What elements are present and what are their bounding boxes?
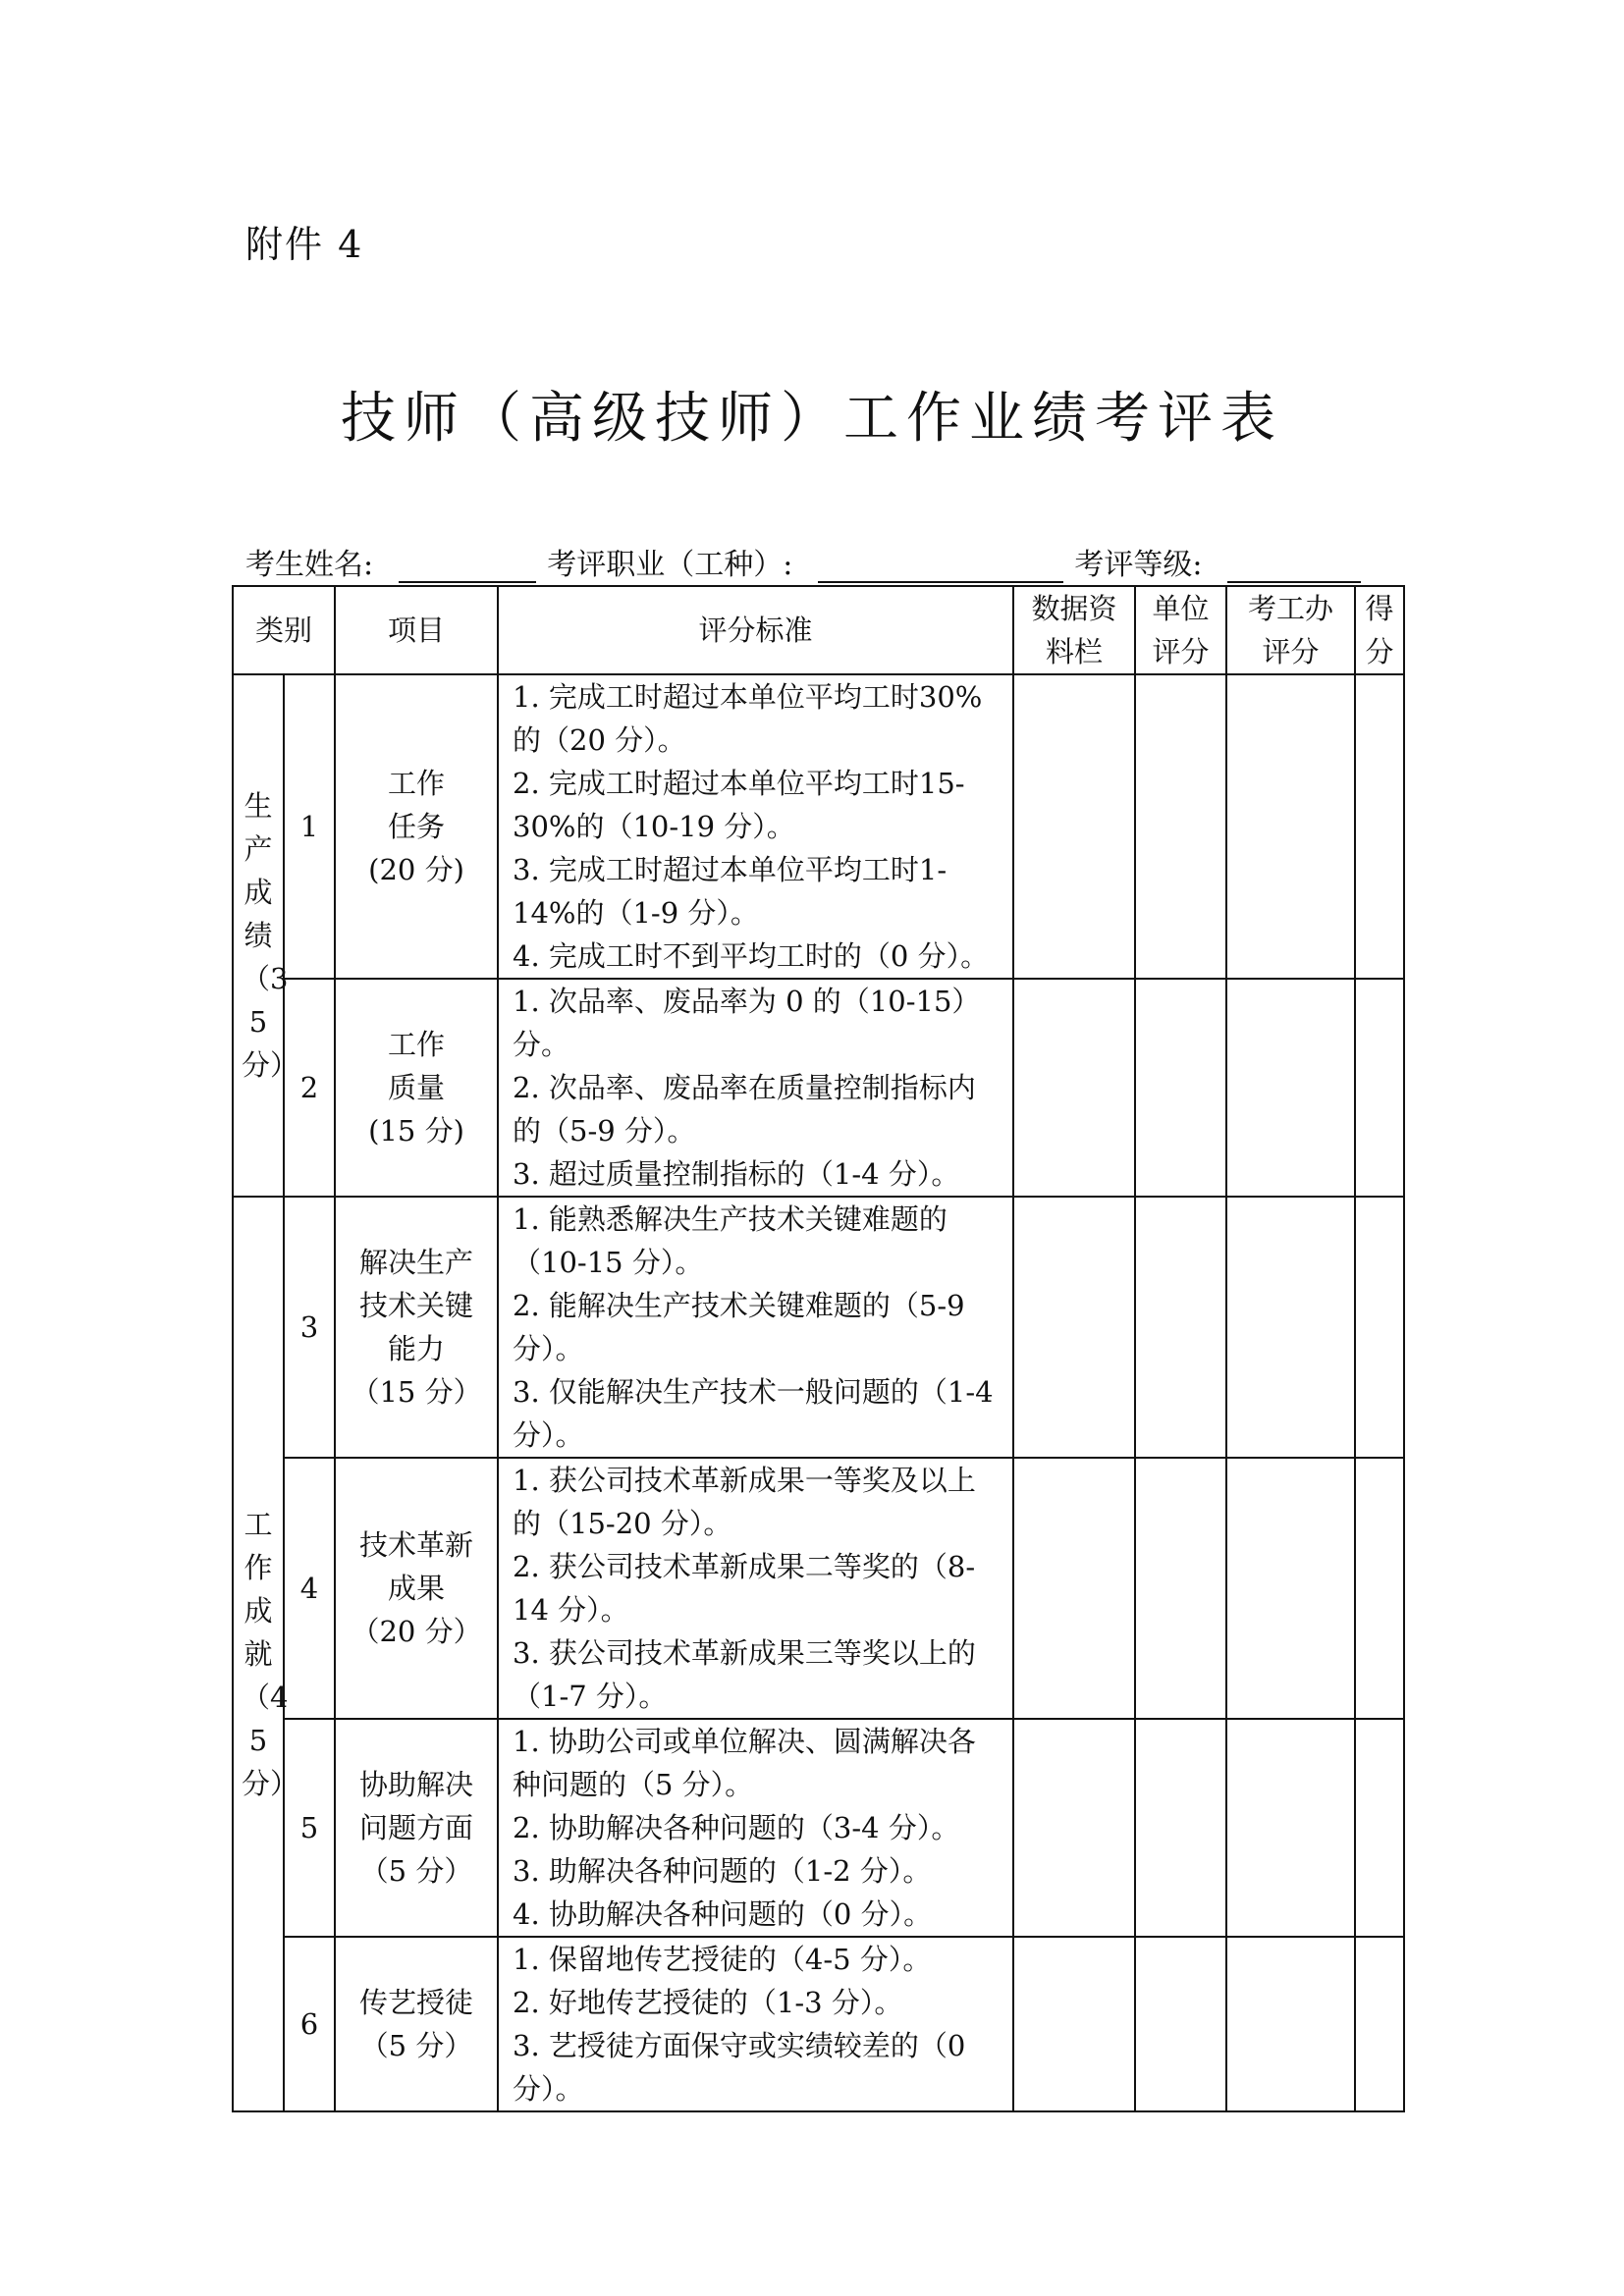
total-score-cell[interactable] <box>1355 674 1404 979</box>
row-item <box>335 674 498 979</box>
criteria-line: 1. 能熟悉解决生产技术关键难题的（10-15 分）。 <box>513 1202 947 1279</box>
item-line: （5 分） <box>359 2029 473 2062</box>
unit-score-cell[interactable] <box>1135 1937 1226 2111</box>
office-score-cell[interactable] <box>1226 1458 1355 1719</box>
header-data-column <box>1013 586 1135 674</box>
category-production <box>233 674 299 1197</box>
candidate-info-line <box>245 540 1394 585</box>
item-line: 技术关键 <box>359 1289 474 1322</box>
total-score-cell[interactable] <box>1355 1719 1404 1937</box>
row-criteria <box>498 1458 1013 1719</box>
criteria-line: 1. 保留地传艺授徒的（4-5 分）。 <box>513 1943 932 1976</box>
header-office-score <box>1226 586 1355 674</box>
table-row <box>233 1197 1404 1458</box>
header-unit-score-text: 单位评分 <box>1152 592 1210 668</box>
category-achievement <box>233 1197 299 2111</box>
office-score-cell[interactable] <box>1226 979 1355 1197</box>
header-unit-score <box>1135 586 1226 674</box>
category-achievement-text: 工作成就（45分） <box>242 1508 299 1800</box>
name-label: 考生姓名: <box>245 548 374 582</box>
category-production-text: 生产成绩（35分） <box>242 789 299 1082</box>
criteria-line: 3. 助解决各种问题的（1-2 分）。 <box>513 1854 932 1888</box>
attachment-label: 附件 4 <box>245 223 364 266</box>
item-line: 成果 <box>388 1572 446 1605</box>
criteria-line: 1. 完成工时超过本单位平均工时30%的（20 分）。 <box>513 680 983 757</box>
item-line: (20 分) <box>368 853 464 886</box>
criteria-line: 1. 获公司技术革新成果一等奖及以上的（15-20 分）。 <box>513 1464 976 1540</box>
criteria-line: 3. 完成工时超过本单位平均工时1-14%的（1-9 分）。 <box>513 853 947 930</box>
item-line: （5 分） <box>359 1854 473 1888</box>
header-office-score-text: 考工办评分 <box>1248 592 1334 668</box>
row-number: 4 <box>284 1458 335 1719</box>
data-cell[interactable] <box>1013 674 1135 979</box>
criteria-line: 3. 超过质量控制指标的（1-4 分）。 <box>513 1157 960 1191</box>
item-line: 工作 <box>388 767 446 800</box>
table-row <box>233 1458 1404 1719</box>
criteria-line: 2. 好地传艺授徒的（1-3 分）。 <box>513 1986 903 2019</box>
evaluation-table <box>232 585 1405 2112</box>
unit-score-cell[interactable] <box>1135 1197 1226 1458</box>
item-line: (15 分) <box>368 1114 464 1148</box>
criteria-line: 4. 完成工时不到平均工时的（0 分）。 <box>513 939 990 973</box>
data-cell[interactable] <box>1013 1458 1135 1719</box>
row-item <box>335 1458 498 1719</box>
unit-score-cell[interactable] <box>1135 674 1226 979</box>
row-criteria <box>498 1937 1013 2111</box>
total-score-cell[interactable] <box>1355 1458 1404 1719</box>
level-label: 考评等级: <box>1074 548 1203 582</box>
header-total-text: 得分 <box>1365 592 1394 668</box>
data-cell[interactable] <box>1013 979 1135 1197</box>
row-criteria <box>498 979 1013 1197</box>
row-item <box>335 1937 498 2111</box>
item-line: 工作 <box>388 1028 446 1061</box>
item-line: 传艺授徒 <box>359 1986 474 2019</box>
row-number: 6 <box>284 1937 335 2111</box>
occupation-field[interactable] <box>818 548 1063 583</box>
header-data-column-text: 数据资料栏 <box>1031 592 1117 668</box>
criteria-line: 2. 能解决生产技术关键难题的（5-9 分）。 <box>513 1289 965 1365</box>
data-cell[interactable] <box>1013 1719 1135 1937</box>
item-line: 技术革新 <box>359 1528 474 1562</box>
row-number: 2 <box>284 979 335 1197</box>
unit-score-cell[interactable] <box>1135 1458 1226 1719</box>
name-field[interactable] <box>399 548 536 583</box>
criteria-line: 3. 获公司技术革新成果三等奖以上的（1-7 分）。 <box>513 1636 976 1713</box>
office-score-cell[interactable] <box>1226 1719 1355 1937</box>
row-number: 5 <box>284 1719 335 1937</box>
header-row <box>233 586 1404 674</box>
level-field[interactable] <box>1227 548 1361 583</box>
criteria-line: 2. 次品率、废品率在质量控制指标内的（5-9 分）。 <box>513 1071 976 1148</box>
item-line: 能力 <box>388 1332 446 1365</box>
criteria-line: 2. 协助解决各种问题的（3-4 分）。 <box>513 1811 960 1844</box>
criteria-line: 2. 完成工时超过本单位平均工时15-30%的（10-19 分）。 <box>513 767 965 843</box>
table-row <box>233 979 1404 1197</box>
office-score-cell[interactable] <box>1226 674 1355 979</box>
page-title: 技师（高级技师）工作业绩考评表 <box>341 387 1283 451</box>
item-line: （15 分） <box>351 1375 482 1409</box>
table-row <box>233 1719 1404 1937</box>
item-line: 任务 <box>388 810 446 843</box>
criteria-line: 1. 次品率、废品率为 0 的（10-15）分。 <box>513 985 981 1061</box>
office-score-cell[interactable] <box>1226 1937 1355 2111</box>
row-criteria <box>498 1719 1013 1937</box>
criteria-line: 4. 协助解决各种问题的（0 分）。 <box>513 1897 933 1931</box>
table-row <box>233 1937 1404 2111</box>
row-item <box>335 1197 498 1458</box>
data-cell[interactable] <box>1013 1197 1135 1458</box>
item-line: 质量 <box>388 1071 446 1104</box>
criteria-line: 3. 仅能解决生产技术一般问题的（1-4 分）。 <box>513 1375 994 1452</box>
row-item <box>335 979 498 1197</box>
total-score-cell[interactable] <box>1355 1197 1404 1458</box>
office-score-cell[interactable] <box>1226 1197 1355 1458</box>
item-line: 问题方面 <box>359 1811 474 1844</box>
header-criteria: 评分标准 <box>498 586 1013 674</box>
unit-score-cell[interactable] <box>1135 979 1226 1197</box>
item-line: 解决生产 <box>359 1246 474 1279</box>
header-item: 项目 <box>335 586 498 674</box>
row-number: 3 <box>284 1197 335 1458</box>
row-item <box>335 1719 498 1937</box>
criteria-line: 1. 协助公司或单位解决、圆满解决各种问题的（5 分）。 <box>513 1725 976 1801</box>
header-category: 类别 <box>233 586 335 674</box>
data-cell[interactable] <box>1013 1937 1135 2111</box>
row-criteria <box>498 674 1013 979</box>
occupation-label: 考评职业（工种）: <box>547 548 793 582</box>
table-row <box>233 674 1404 979</box>
criteria-line: 2. 获公司技术革新成果二等奖的（8-14 分）。 <box>513 1550 976 1627</box>
row-number: 1 <box>284 674 335 979</box>
total-score-cell[interactable] <box>1355 979 1404 1197</box>
unit-score-cell[interactable] <box>1135 1719 1226 1937</box>
row-criteria <box>498 1197 1013 1458</box>
item-line: 协助解决 <box>359 1768 474 1801</box>
criteria-line: 3. 艺授徒方面保守或实绩较差的（0分）。 <box>513 2029 966 2106</box>
header-total <box>1355 586 1404 674</box>
total-score-cell[interactable] <box>1355 1937 1404 2111</box>
item-line: （20 分） <box>351 1615 482 1648</box>
